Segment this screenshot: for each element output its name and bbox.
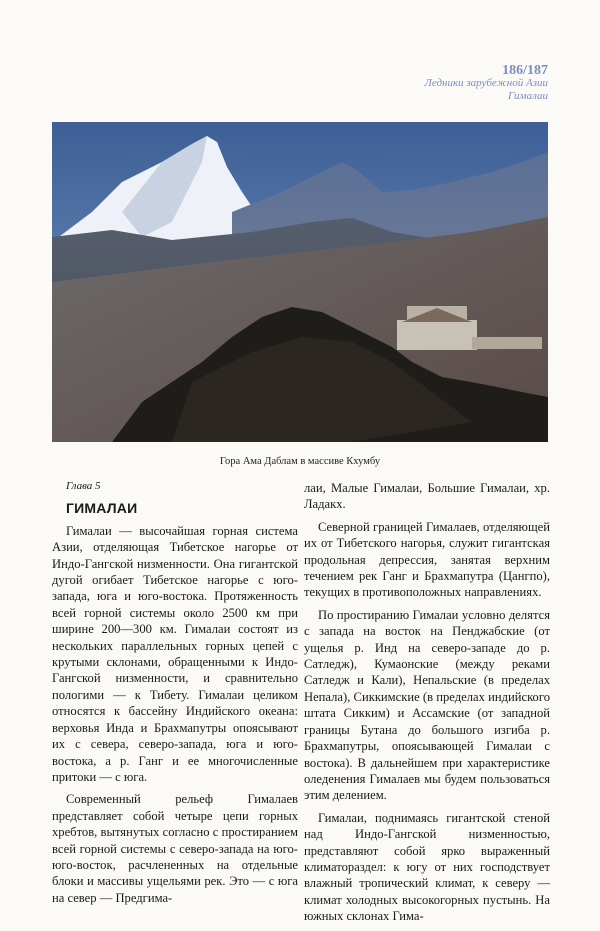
page-numbers: 186/187 bbox=[502, 63, 548, 78]
chapter-title: ГИМАЛАИ bbox=[66, 500, 138, 517]
paragraph: Современный рельеф Гималаев представляет собой четыре цепи горных хребтов, вытянутых согласно с простиранием всей горной системы с северо-запада на юго-юго-восток, расчлененных на отдельные блоки и массивы ущельями рек. Это — с юга на север — Предгима- bbox=[52, 792, 298, 905]
paragraph: По простиранию Гималаи условно делятся с запада на восток на Пенджабские (от ущелья р. Инд на северо-западе до р. Сатледж), Кумаонские (между реками Сатледж и Кали), Непальские (в пределах Непала), Сиккимские (в пределах индийского штата Сикким) и Ассамские (от западной границы Бутана до большого изгиба р. Брахмапутры, опоясывающей Гималаи с востока). В дальнейшем при характеристике оледенения Гималаев мы будем пользоваться этим делением. bbox=[304, 607, 550, 803]
ama-dablam-photo bbox=[52, 122, 548, 442]
paragraph: Северной границей Гималаев, отделяющей их от Тибетского нагорья, служит гигантская продольная депрессия, занятая верхним течением рек Ганг и Брахмапутра (Цангпо), текущих в противоположных направлениях. bbox=[304, 519, 550, 600]
subsection-title: Гималаи bbox=[508, 90, 548, 102]
section-title: Ледники зарубежной Азии bbox=[424, 77, 548, 89]
photo-caption: Гора Ама Даблам в массиве Кхумбу bbox=[219, 456, 381, 467]
right-column bbox=[304, 480, 550, 931]
mountain-photo-icon bbox=[52, 122, 548, 442]
left-column bbox=[52, 478, 298, 912]
paragraph: Гималаи, поднимаясь гигантской стеной над Индо-Гангской низменностью, представляют собой ярко выраженный климатораздел: к югу от них господствует влажный тропический климат, к северу — климат холодных высокогорных пустынь. На южных склонах Гима- bbox=[304, 810, 550, 924]
paragraph: лаи, Малые Гималаи, Большие Гималаи, хр. Ладакх. bbox=[304, 481, 550, 512]
page-header bbox=[424, 64, 548, 103]
chapter-label: Глава 5 bbox=[66, 480, 101, 492]
paragraph: Гималаи — высочайшая горная система Азии, отделяющая Тибетское нагорье от Индо-Гангской низменности. Она гигантской дугой огибает Тибетское нагорье с юго-запада, юга и юго-востока. Протяженность всей горной системы около 2500 км при ширине 200—300 км. Гималаи состоят из нескольких параллельных горных цепей с крутыми склонами, обращенными к Индо-Гангской низменности, и сравнительно пологими — к Тибету. Гималаи целиком относятся к бассейну Индийского океана: верховья Инда и Брахмапутры опоясывают их с севера, северо-запада, юга и юго-востока, а р. Ганг и ее многочисленные притоки — с юга. bbox=[52, 523, 298, 784]
